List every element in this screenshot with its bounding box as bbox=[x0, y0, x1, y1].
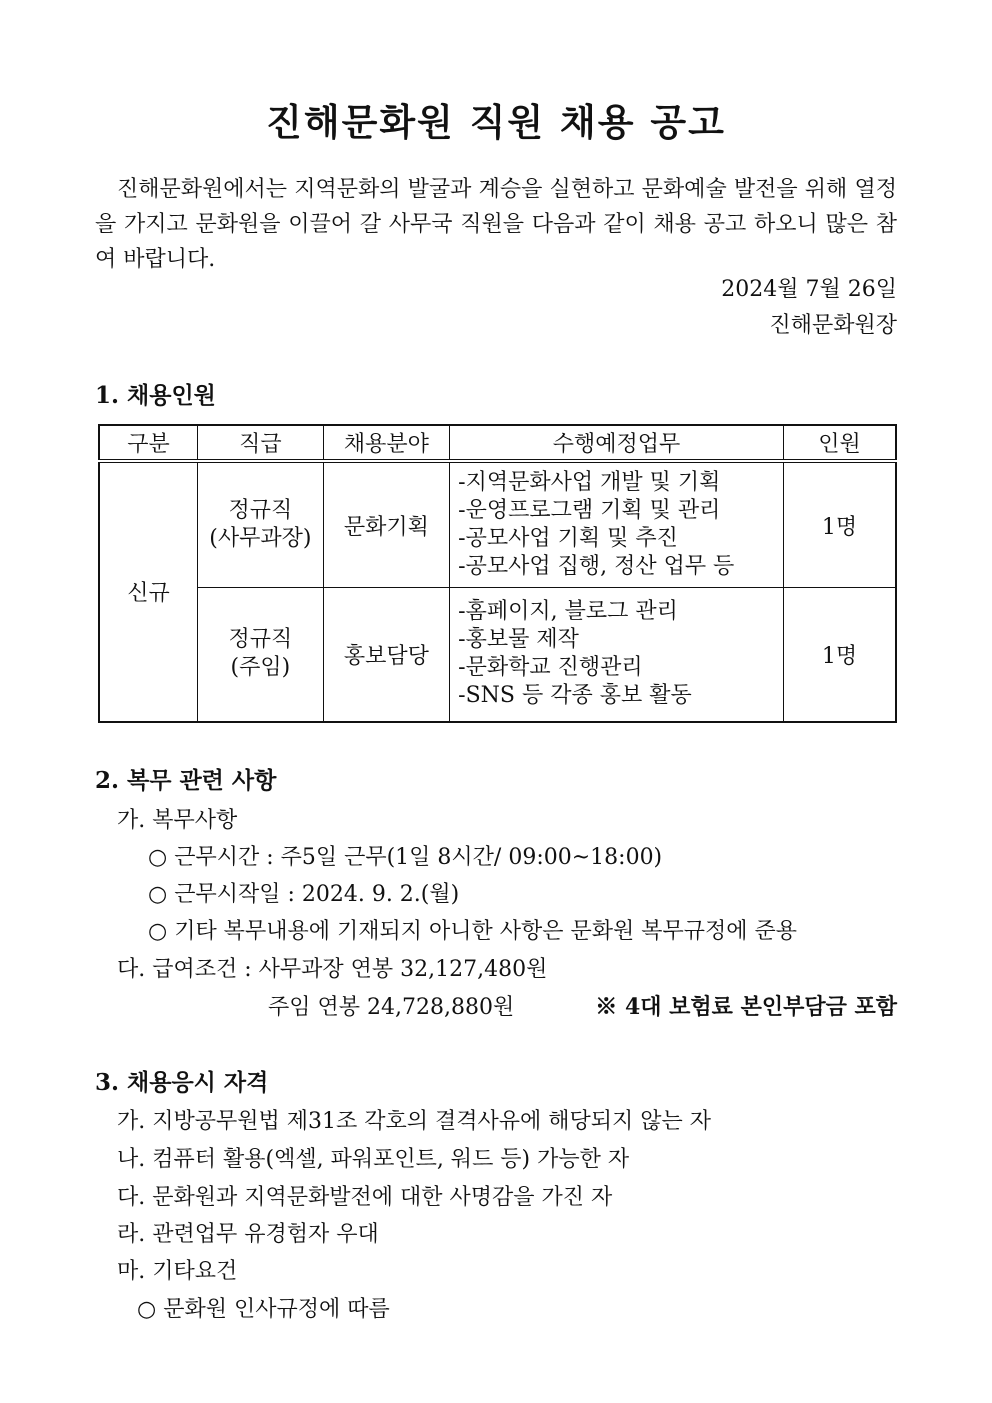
table-header-row bbox=[99, 425, 896, 461]
task-item: -운영프로그램 기획 및 관리 bbox=[458, 498, 721, 523]
task-item: -지역문화사업 개발 및 기획 bbox=[458, 470, 721, 495]
task-item: -SNS 등 각종 홍보 활동 bbox=[458, 683, 692, 709]
rank-line1: 정규직 bbox=[228, 627, 293, 653]
count-cell: 1명 bbox=[783, 461, 896, 588]
salary-line: 다. 급여조건 : 사무과장 연봉 32,127,480원 bbox=[117, 957, 548, 982]
tasks-cell bbox=[450, 588, 784, 722]
section1-heading: 1. 채용인원 bbox=[95, 382, 216, 409]
notice-signer: 진해문화원장 bbox=[769, 313, 897, 338]
qualification-item: 라. 관련업무 유경험자 우대 bbox=[117, 1222, 379, 1247]
header-tasks: 수행예정업무 bbox=[450, 425, 784, 461]
task-item: -공모사업 기획 및 추진 bbox=[458, 526, 678, 551]
qualification-item: 마. 기타요건 bbox=[117, 1259, 238, 1284]
qualification-item: 가. 지방공무원법 제31조 각호의 결격사유에 해당되지 않는 자 bbox=[117, 1109, 711, 1134]
rank-line1: 정규직 bbox=[228, 498, 293, 523]
qualification-item: 나. 컴퓨터 활용(엑셀, 파워포인트, 워드 등) 가능한 자 bbox=[117, 1147, 630, 1172]
task-item: -홈페이지, 블로그 관리 bbox=[458, 599, 678, 625]
intro-text: 진해문화원에서는 지역문화의 발굴과 계승을 실현하고 문화예술 발전을 위해 열정을 가지고 문화원을 이끌어 갈 사무국 직원을 다음과 같이 채용 공고 하오니 많은 참여 바랍니다. bbox=[95, 177, 897, 272]
intro-paragraph bbox=[95, 172, 897, 277]
rank-cell bbox=[198, 588, 324, 722]
header-field: 채용분야 bbox=[323, 425, 449, 461]
section3-heading: 3. 채용응시 자격 bbox=[95, 1069, 269, 1096]
notice-date: 2024월 7월 26일 bbox=[721, 277, 897, 302]
duty-item: ○ 근무시간 : 주5일 근무(1일 8시간/ 09:00~18:00) bbox=[148, 845, 663, 870]
rank-cell bbox=[198, 461, 324, 588]
task-item: -문화학교 진행관리 bbox=[458, 655, 643, 681]
recruitment-table bbox=[98, 424, 897, 723]
tasks-cell bbox=[450, 461, 784, 588]
task-item: -공모사업 집행, 정산 업무 등 bbox=[458, 554, 735, 579]
rank-line2: (사무과장) bbox=[209, 526, 312, 551]
field-cell: 문화기획 bbox=[323, 461, 449, 588]
duty-item: ○ 기타 복무내용에 기재되지 아니한 사항은 문화원 복무규정에 준용 bbox=[148, 919, 797, 944]
section2-heading: 2. 복무 관련 사항 bbox=[95, 767, 277, 794]
table-row bbox=[99, 588, 896, 722]
header-rank: 직급 bbox=[198, 425, 324, 461]
duty-subheading: 가. 복무사항 bbox=[117, 808, 238, 833]
header-count: 인원 bbox=[783, 425, 896, 461]
table-row bbox=[99, 461, 896, 588]
qualification-item: 다. 문화원과 지역문화발전에 대한 사명감을 가진 자 bbox=[117, 1185, 613, 1210]
category-cell: 신규 bbox=[99, 461, 198, 722]
header-category: 구분 bbox=[99, 425, 198, 461]
field-cell: 홍보담당 bbox=[323, 588, 449, 722]
qualification-subitem: ○ 문화원 인사규정에 따름 bbox=[137, 1297, 390, 1322]
rank-line2: (주임) bbox=[230, 655, 291, 681]
page-title: 진해문화원 직원 채용 공고 bbox=[266, 101, 726, 144]
count-cell: 1명 bbox=[783, 588, 896, 722]
insurance-note: ※ 4대 보험료 본인부담금 포함 bbox=[595, 994, 897, 1020]
duty-item: ○ 근무시작일 : 2024. 9. 2.(월) bbox=[148, 882, 460, 907]
task-item: -홍보물 제작 bbox=[458, 627, 579, 653]
salary-line-2: 주임 연봉 24,728,880원 bbox=[268, 995, 515, 1020]
